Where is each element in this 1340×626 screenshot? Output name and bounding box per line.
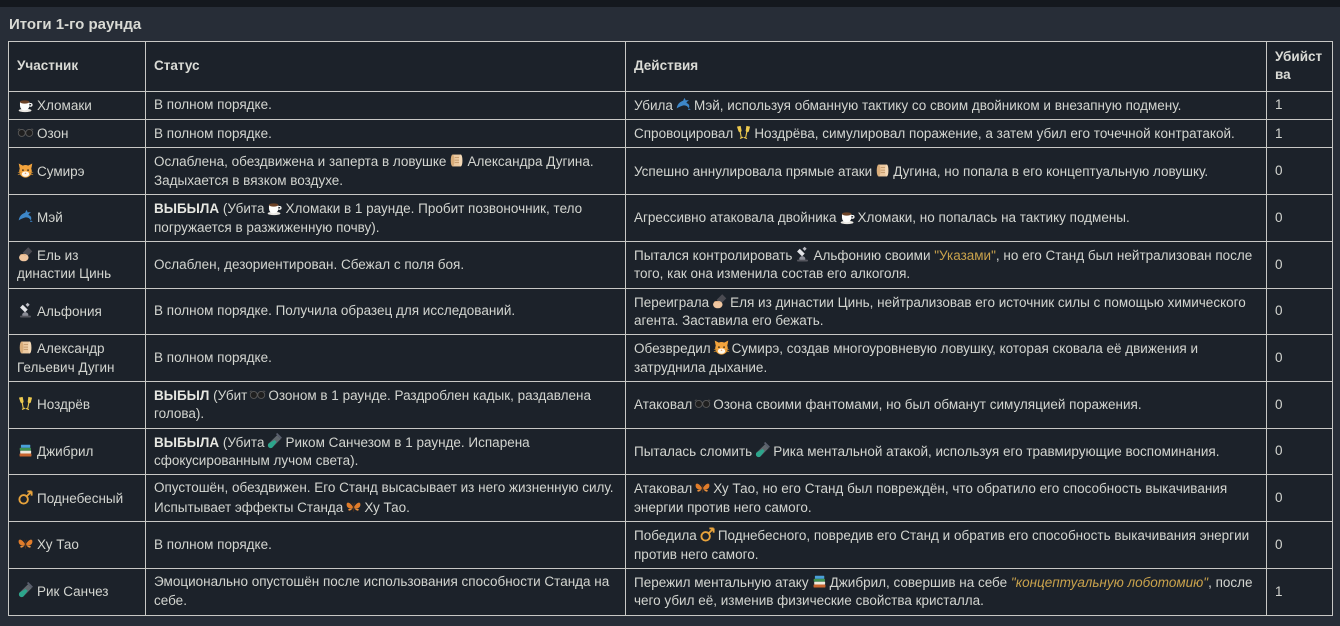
text-segment: Еля из династии Цинь, нейтрализовав его источник силы с помощью химического агента. Заставила его бежать. — [634, 294, 1246, 328]
table-row — [9, 195, 1333, 242]
actions-cell — [626, 91, 1267, 119]
text-segment: "концептуальную лоботомию" — [1010, 574, 1209, 590]
clinking-glasses-icon — [17, 395, 34, 414]
text-segment: (Убита — [219, 201, 265, 217]
books-icon — [811, 573, 828, 592]
text-segment: Хломаки, но попалась на тактику подмены. — [857, 210, 1130, 226]
participant-name: Рик Санчез — [37, 584, 109, 600]
text-segment: Переиграла — [634, 294, 710, 310]
table-row — [9, 148, 1333, 195]
text-segment: Александра Дугина. Задыхается в вязком воздухе. — [154, 154, 594, 188]
text-segment: Убила — [634, 97, 673, 113]
dolphin-icon — [17, 208, 34, 227]
status-cell — [146, 91, 626, 119]
header-actions: Действия — [626, 42, 1267, 92]
text-segment: Эмоционально опустошён после использования способности Станда на себе. — [154, 574, 610, 608]
table-row — [9, 288, 1333, 335]
books-icon — [17, 442, 34, 461]
text-segment: Джибрил, совершив на себе — [829, 574, 1011, 590]
microscope-icon — [17, 302, 34, 321]
hot-beverage-icon — [17, 96, 34, 115]
participant-cell — [9, 382, 146, 429]
text-segment: Пыталась сломить — [634, 443, 753, 459]
text-segment: , но его Станд был нейтрализован после того, как она изменила состав его алкоголя. — [634, 247, 1253, 282]
status-cell — [146, 428, 626, 475]
table-row — [9, 241, 1333, 288]
scroll-icon — [448, 152, 465, 171]
text-segment: Ху Тао. — [364, 499, 410, 515]
actions-cell — [626, 148, 1267, 195]
actions-cell — [626, 568, 1267, 615]
text-segment: В полном порядке. Получила образец для исследований. — [154, 303, 516, 319]
actions-cell — [626, 288, 1267, 335]
actions-cell — [626, 428, 1267, 475]
kills-cell: 1 — [1267, 568, 1333, 615]
text-segment: ВЫБЫЛА — [154, 201, 220, 217]
cat-face-icon — [713, 339, 730, 358]
participant-name: Ель из династии Цинь — [17, 247, 112, 282]
participant-cell — [9, 335, 146, 382]
text-segment: Сумирэ, создав многоуровневую ловушку, которая сковала её движения и затруднила дыхание. — [634, 341, 1198, 375]
participant-name: Поднебесный — [37, 490, 124, 506]
actions-cell — [626, 522, 1267, 569]
text-segment: Пережил ментальную атаку — [634, 574, 809, 590]
text-segment: (Убита — [219, 434, 265, 450]
actions-cell — [626, 195, 1267, 242]
participant-cell — [9, 120, 146, 148]
text-segment: ВЫБЫЛА — [154, 434, 220, 450]
table-row — [9, 428, 1333, 475]
participant-name: Мэй — [37, 210, 63, 226]
table-row — [9, 120, 1333, 148]
actions-cell — [626, 475, 1267, 522]
table-header — [9, 42, 1333, 92]
clinking-glasses-icon — [735, 124, 752, 143]
text-segment: Опустошён, обездвижен. Его Станд высасывает из него жизненную силу. Испытывает эффекты Станда — [154, 480, 614, 515]
participant-cell — [9, 428, 146, 475]
participant-cell — [9, 522, 146, 569]
table-row — [9, 475, 1333, 522]
cat-face-icon — [17, 162, 34, 181]
kills-cell: 1 — [1267, 120, 1333, 148]
table-row — [9, 522, 1333, 569]
sunglasses-icon — [694, 395, 711, 414]
text-segment: Спровоцировал — [634, 126, 734, 142]
participant-name: Хломаки — [37, 97, 92, 113]
sunglasses-icon — [249, 386, 266, 405]
microscope-icon — [794, 246, 811, 265]
table-row — [9, 382, 1333, 429]
status-cell — [146, 475, 626, 522]
kills-cell: 0 — [1267, 335, 1333, 382]
status-cell — [146, 568, 626, 615]
status-cell — [146, 382, 626, 429]
kills-cell: 0 — [1267, 195, 1333, 242]
status-cell — [146, 522, 626, 569]
text-segment: Атаковал — [634, 481, 693, 497]
text-segment: Дугина, но попала в его концептуальную ловушку. — [893, 163, 1209, 179]
table-row — [9, 91, 1333, 119]
butterfly-icon — [345, 498, 362, 517]
text-segment: Победила — [634, 528, 697, 544]
participant-cell — [9, 475, 146, 522]
scroll-icon — [17, 339, 34, 358]
participant-cell — [9, 91, 146, 119]
header-status: Статус — [146, 42, 626, 92]
hot-beverage-icon — [266, 199, 283, 218]
participant-cell — [9, 568, 146, 615]
results-table — [8, 41, 1333, 616]
header-kills: Убийства — [1267, 42, 1333, 92]
actions-cell — [626, 120, 1267, 148]
text-segment: Ослаблен, дезориентирован. Сбежал с поля боя. — [154, 256, 465, 272]
status-cell — [146, 148, 626, 195]
text-segment: Ху Тао, но его Станд был повреждён, что обратило его способность выкачивания энергии против него самого. — [634, 481, 1228, 515]
test-tube-icon — [17, 582, 34, 601]
scroll-icon — [874, 162, 891, 181]
status-cell — [146, 288, 626, 335]
text-segment: , после чего убил её, изменив физические свойства кристалла. — [634, 574, 1253, 609]
sunglasses-icon — [17, 124, 34, 143]
text-segment: Успешно аннулировала прямые атаки — [634, 163, 873, 179]
writing-hand-icon — [711, 293, 728, 312]
header-participant: Участник — [9, 42, 146, 92]
kills-cell: 0 — [1267, 522, 1333, 569]
kills-cell: 0 — [1267, 288, 1333, 335]
kills-cell: 1 — [1267, 91, 1333, 119]
male-sign-icon — [699, 526, 716, 545]
text-segment: Пытался контролировать — [634, 247, 793, 263]
participant-name: Сумирэ — [37, 163, 85, 179]
status-cell — [146, 335, 626, 382]
participant-name: Джибрил — [37, 443, 94, 459]
table-row — [9, 335, 1333, 382]
kills-cell: 0 — [1267, 241, 1333, 288]
status-cell — [146, 195, 626, 242]
butterfly-icon — [694, 479, 711, 498]
participant-name: Александр Гельевич Дугин — [17, 341, 115, 375]
text-segment: Агрессивно атаковала двойника — [634, 210, 837, 226]
page-title: Итоги 1-го раунда — [9, 16, 142, 33]
text-segment: Риком Санчезом в 1 раунде. Испарена сфокусированным лучом света). — [154, 434, 530, 469]
writing-hand-icon — [17, 246, 34, 265]
content-area — [0, 7, 1340, 626]
text-segment: "Указами" — [934, 247, 996, 263]
status-cell — [146, 241, 626, 288]
actions-cell — [626, 382, 1267, 429]
text-segment: Мэй, используя обманную тактику со своим двойником и внезапную подмену. — [693, 97, 1182, 113]
text-segment: (Убит — [209, 388, 248, 404]
test-tube-icon — [754, 442, 771, 461]
kills-cell: 0 — [1267, 475, 1333, 522]
participant-cell — [9, 195, 146, 242]
kills-cell: 0 — [1267, 428, 1333, 475]
table-body — [9, 91, 1333, 615]
participant-name: Ху Тао — [37, 537, 79, 553]
text-segment: Ноздрёва, симулировал поражение, а затем убил его точечной контратакой. — [754, 126, 1235, 142]
kills-cell: 0 — [1267, 148, 1333, 195]
text-segment: Альфонию своими — [813, 247, 935, 263]
text-segment: Озона своими фантомами, но был обманут симуляцией поражения. — [713, 397, 1142, 413]
text-segment: ВЫБЫЛ — [154, 388, 210, 404]
text-segment: Озоном в 1 раунде. Раздроблен кадык, раздавлена голова). — [154, 388, 591, 422]
text-segment: Поднебесного, повредив его Станд и обратив его способность выкачивания энергии против него самого. — [634, 528, 1250, 562]
participant-cell — [9, 288, 146, 335]
header-row — [9, 42, 1333, 92]
participant-name: Озон — [37, 126, 69, 142]
text-segment: В полном порядке. — [154, 97, 272, 113]
text-segment: Ослаблена, обездвижена и заперта в ловушке — [154, 154, 447, 170]
test-tube-icon — [266, 433, 283, 452]
butterfly-icon — [17, 535, 34, 554]
text-segment: В полном порядке. — [154, 125, 272, 141]
status-cell — [146, 120, 626, 148]
actions-cell — [626, 241, 1267, 288]
text-segment: В полном порядке. — [154, 536, 272, 552]
top-strip — [0, 0, 1340, 7]
text-segment: Обезвредил — [634, 341, 711, 357]
text-segment: Рика ментальной атакой, используя его травмирующие воспоминания. — [773, 443, 1220, 459]
dolphin-icon — [675, 96, 692, 115]
participant-cell — [9, 241, 146, 288]
male-sign-icon — [17, 489, 34, 508]
kills-cell: 0 — [1267, 382, 1333, 429]
hot-beverage-icon — [839, 208, 856, 227]
participant-name: Альфония — [37, 303, 102, 319]
participant-name: Ноздрёв — [37, 397, 91, 413]
table-row — [9, 568, 1333, 615]
text-segment: В полном порядке. — [154, 349, 272, 365]
text-segment: Атаковал — [634, 397, 693, 413]
participant-cell — [9, 148, 146, 195]
text-segment: Хломаки в 1 раунде. Пробит позвоночник, тело погружается в разжиженную почву). — [154, 201, 583, 235]
actions-cell — [626, 335, 1267, 382]
